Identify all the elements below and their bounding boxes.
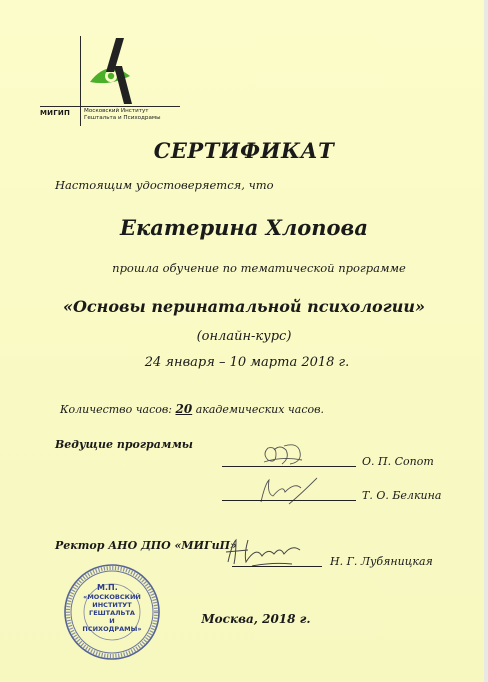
- logo-horizontal-line: [40, 106, 180, 107]
- logo-institute-name: [84, 108, 194, 122]
- stamp-label: М.П.: [97, 583, 118, 592]
- eye-logo-icon: [86, 36, 142, 106]
- course-format: (онлайн-курс): [196, 329, 292, 344]
- stamp-line-1: «МОСКОВСКИЙ: [83, 593, 141, 601]
- course-title: «Основы перинатальной психологии»: [62, 297, 425, 316]
- rector-signature-line: [232, 566, 322, 567]
- leader2-signature: [255, 474, 325, 508]
- stamp-line-3: ГЕШТАЛЬТА: [89, 609, 135, 617]
- leader1-name: О. П. Сопот: [362, 455, 434, 468]
- leaders-label: Ведущие программы: [55, 438, 193, 451]
- city-date: Москва, 2018 г.: [201, 612, 311, 626]
- recipient-name: Екатерина Хлопова: [120, 215, 368, 240]
- logo-vertical-line: [80, 36, 81, 126]
- course-dates: 24 января – 10 марта 2018 г.: [144, 355, 350, 370]
- rector-signature: [222, 536, 312, 570]
- hours-line: [60, 402, 324, 416]
- stamp-line-4: И: [109, 617, 115, 625]
- leader2-signature-line: [222, 500, 356, 501]
- logo-name-line-1: Московский Институт: [84, 108, 149, 114]
- hours-value: 20: [175, 402, 193, 416]
- stamp-line-2: ИНСТИТУТ: [92, 601, 132, 609]
- completed-text: прошла обучение по тематической программе: [112, 261, 406, 275]
- hours-suffix: академических часов.: [195, 403, 325, 416]
- rector-label: Ректор АНО ДПО «МИГиП»: [55, 539, 237, 552]
- stamp-line-5: ПСИХОДРАМЫ»: [82, 625, 142, 633]
- leader2-name: Т. О. Белкина: [362, 489, 442, 502]
- logo-abbreviation: МИГИП: [40, 109, 71, 117]
- leader1-signature-line: [222, 466, 356, 467]
- hours-prefix: Количество часов:: [60, 403, 172, 416]
- certificate-title: СЕРТИФИКАТ: [153, 138, 335, 163]
- logo-name-line-2: Гештальта и Психодрамы: [84, 115, 161, 121]
- institute-logo: [40, 36, 190, 126]
- intro-text: Настоящим удостоверяется, что: [55, 178, 274, 192]
- rector-name: Н. Г. Лубяницкая: [330, 555, 433, 568]
